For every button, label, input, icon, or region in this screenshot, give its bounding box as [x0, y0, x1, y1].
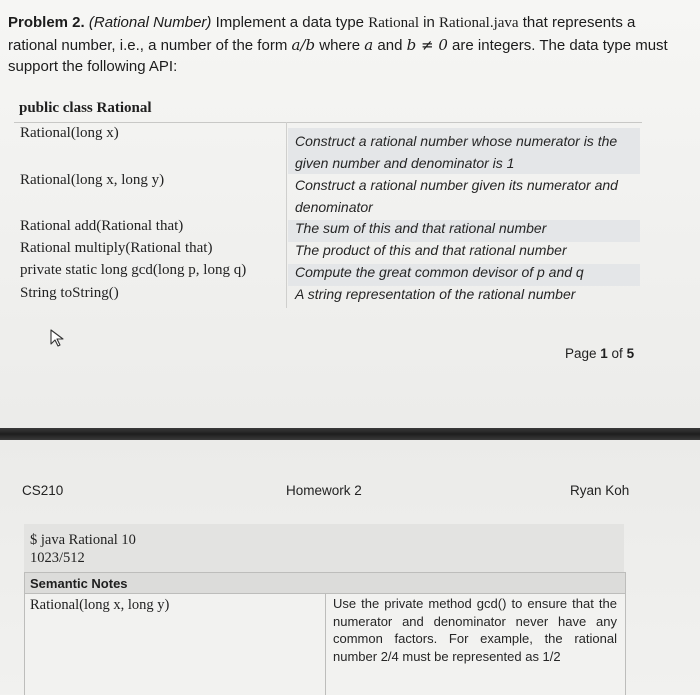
problem-text-3: that represents a rational number, i.e., a number of the form [8, 14, 636, 54]
api-signature: private static long gcd(long p, long q) [20, 262, 247, 278]
api-signature: Rational multiply(Rational that) [20, 240, 213, 256]
class-name: Rational [368, 15, 420, 31]
problem-topic: (Rational Number) [88, 14, 212, 31]
problem-text-5: are integers. The data type must support the following API: [8, 36, 668, 75]
semantic-notes-table [24, 572, 626, 695]
math-form: a/b [291, 35, 316, 54]
mouse-pointer-icon [48, 328, 68, 348]
page-divider [0, 428, 700, 440]
api-signature: Rational(long x, long y) [20, 172, 165, 188]
api-description: Construct a rational number whose numerator is the given number and denominator is 1 [295, 133, 618, 171]
math-a: a [364, 35, 374, 54]
file-name: Rational.java [439, 15, 519, 31]
api-column-separator [286, 122, 287, 308]
math-condition: b ≠ 0 [406, 35, 448, 54]
api-description: The product of this and that rational number [295, 242, 567, 258]
terminal-example [24, 524, 624, 572]
notes-column-separator [325, 593, 326, 695]
problem-text-4: where [315, 36, 365, 54]
page-current: 1 [600, 346, 608, 361]
terminal-command: $ java Rational 10 [30, 532, 136, 548]
api-signature: Rational(long x) [20, 125, 119, 141]
problem-label: Problem 2. [8, 14, 85, 31]
page-of: of [607, 346, 627, 361]
problem-text-1: Implement a data type [211, 14, 369, 31]
notes-heading: Semantic Notes [30, 576, 128, 591]
notes-signature: Rational(long x, long y) [30, 597, 170, 613]
api-title: public class Rational [19, 100, 152, 116]
terminal-output: 1023/512 [30, 550, 85, 566]
problem-statement [8, 12, 688, 78]
course-code: CS210 [22, 483, 64, 498]
notes-header-row [25, 573, 625, 594]
page-prefix: Page [565, 346, 601, 361]
notes-description: Use the private method gcd() to ensure that the numerator and denominator never have any common factors. For example, the rational number 2/4 must be represented as 1/2 [333, 596, 617, 664]
page-number [565, 346, 634, 361]
api-description: Compute the great common devisor of p and q [295, 264, 584, 280]
api-description: Construct a rational number given its numerator and denominator [295, 177, 618, 215]
api-description: A string representation of the rational number [295, 286, 576, 302]
assignment-title: Homework 2 [286, 483, 362, 498]
api-signature: String toString() [20, 285, 119, 301]
problem-text-2: in [419, 14, 440, 31]
author-name: Ryan Koh [570, 483, 630, 498]
problem-and: and [373, 36, 407, 54]
api-signature: Rational add(Rational that) [20, 218, 184, 234]
api-description: The sum of this and that rational number [295, 220, 547, 236]
page-total: 5 [626, 346, 635, 361]
